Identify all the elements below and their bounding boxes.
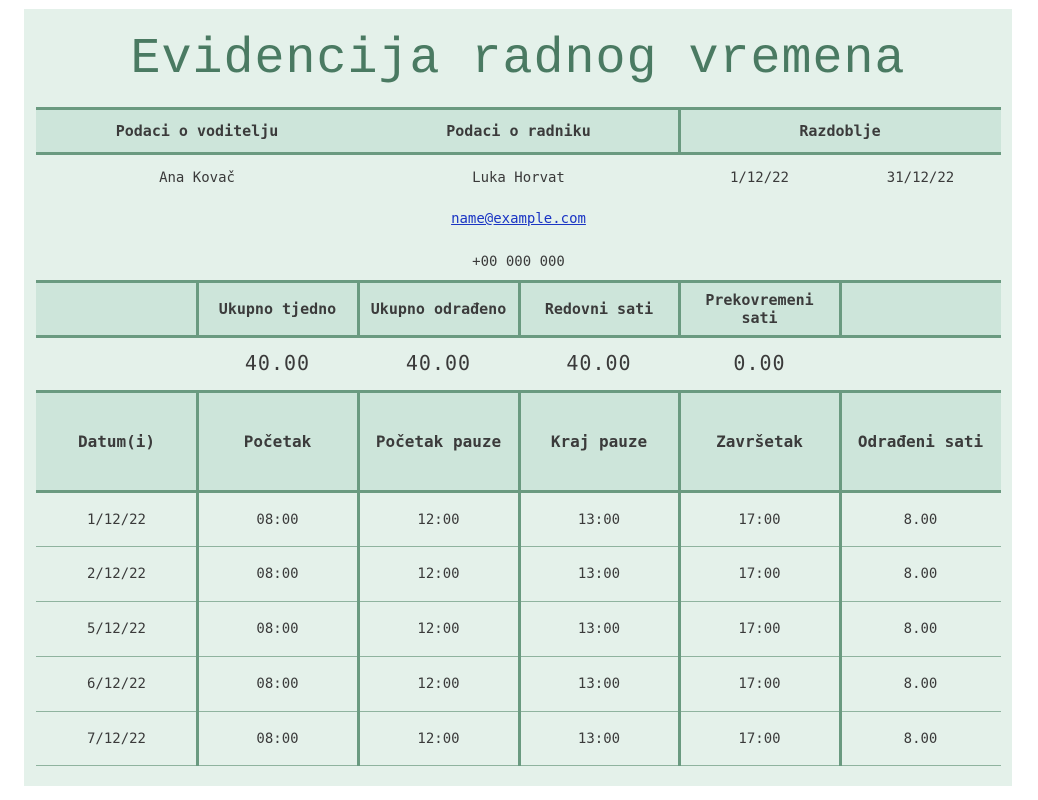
overtime-header: Prekovremeni sati <box>679 282 840 336</box>
cell-hours: 8.00 <box>903 621 938 637</box>
manager-header: Podaci o voditelju <box>36 108 358 154</box>
table-col-divider-5 <box>839 390 842 766</box>
cell-break-start: 12:00 <box>417 621 460 637</box>
weekly-total-header: Ukupno tjedno <box>197 282 358 336</box>
employee-name: Luka Horvat <box>472 170 565 186</box>
overtime-value: 0.00 <box>733 351 786 375</box>
col-header-hours: Odrađeni sati <box>840 392 1001 491</box>
employee-header: Podaci o radniku <box>358 108 679 154</box>
total-worked-value: 40.00 <box>405 351 472 375</box>
cell-hours: 8.00 <box>903 676 938 692</box>
cell-date: 5/12/22 <box>86 621 146 637</box>
cell-start: 08:00 <box>256 676 299 692</box>
cell-hours: 8.00 <box>903 511 938 528</box>
table-col-divider-4 <box>678 390 681 766</box>
cell-start: 08:00 <box>256 511 299 528</box>
summary-divider-2 <box>357 280 360 338</box>
regular-hours-value: 40.00 <box>566 351 632 375</box>
col-header-end: Završetak <box>679 392 840 491</box>
header-top-line <box>36 107 1001 110</box>
summary-divider-5 <box>839 280 842 338</box>
summary-blank-right <box>840 282 1001 336</box>
period-end: 31/12/22 <box>886 170 955 186</box>
header-divider <box>678 107 681 155</box>
period-start: 1/12/22 <box>729 170 789 186</box>
summary-divider-4 <box>678 280 681 338</box>
page-title: Evidencija radnog vremena <box>130 31 906 88</box>
timesheet <box>24 9 1012 786</box>
header-bottom-line <box>36 152 1001 155</box>
col-header-start: Početak <box>197 392 358 491</box>
manager-name: Ana Kovač <box>159 170 235 186</box>
weekly-total-value: 40.00 <box>244 351 311 375</box>
cell-break-start: 12:00 <box>417 676 460 692</box>
cell-break-start: 12:00 <box>417 566 460 582</box>
cell-start: 08:00 <box>256 566 299 582</box>
cell-end: 17:00 <box>738 621 781 637</box>
cell-break-end: 13:00 <box>577 566 621 582</box>
table-col-divider-3 <box>518 390 521 766</box>
cell-date: 6/12/22 <box>86 676 146 692</box>
summary-blank-left <box>36 282 197 336</box>
cell-end: 17:00 <box>738 676 781 692</box>
regular-hours-header: Redovni sati <box>519 282 679 336</box>
cell-end: 17:00 <box>738 566 781 582</box>
summary-divider-3 <box>518 280 521 338</box>
cell-break-end: 13:00 <box>577 511 621 528</box>
cell-date: 2/12/22 <box>86 566 146 582</box>
col-header-break-start: Početak pauze <box>358 392 519 491</box>
cell-start: 08:00 <box>256 621 299 637</box>
cell-break-start: 12:00 <box>417 730 460 747</box>
cell-break-end: 13:00 <box>577 621 621 637</box>
employee-email[interactable] <box>358 204 679 234</box>
period-header: Razdoblje <box>679 108 1001 154</box>
cell-end: 17:00 <box>738 730 781 747</box>
cell-break-end: 13:00 <box>577 730 621 747</box>
cell-end: 17:00 <box>738 511 781 528</box>
cell-date: 1/12/22 <box>86 511 146 528</box>
employee-phone: +00 000 000 <box>472 254 565 270</box>
total-worked-header: Ukupno odrađeno <box>358 282 519 336</box>
cell-hours: 8.00 <box>903 730 938 747</box>
cell-break-start: 12:00 <box>417 511 460 528</box>
col-header-date: Datum(i) <box>36 392 197 491</box>
email-link[interactable]: name@example.com <box>451 211 586 227</box>
summary-divider-1 <box>196 280 199 338</box>
cell-break-end: 13:00 <box>577 676 621 692</box>
col-header-break-end: Kraj pauze <box>519 392 679 491</box>
cell-hours: 8.00 <box>903 566 938 582</box>
table-col-divider-2 <box>357 390 360 766</box>
cell-start: 08:00 <box>256 730 299 747</box>
table-col-divider-1 <box>196 390 199 766</box>
cell-date: 7/12/22 <box>86 730 146 747</box>
